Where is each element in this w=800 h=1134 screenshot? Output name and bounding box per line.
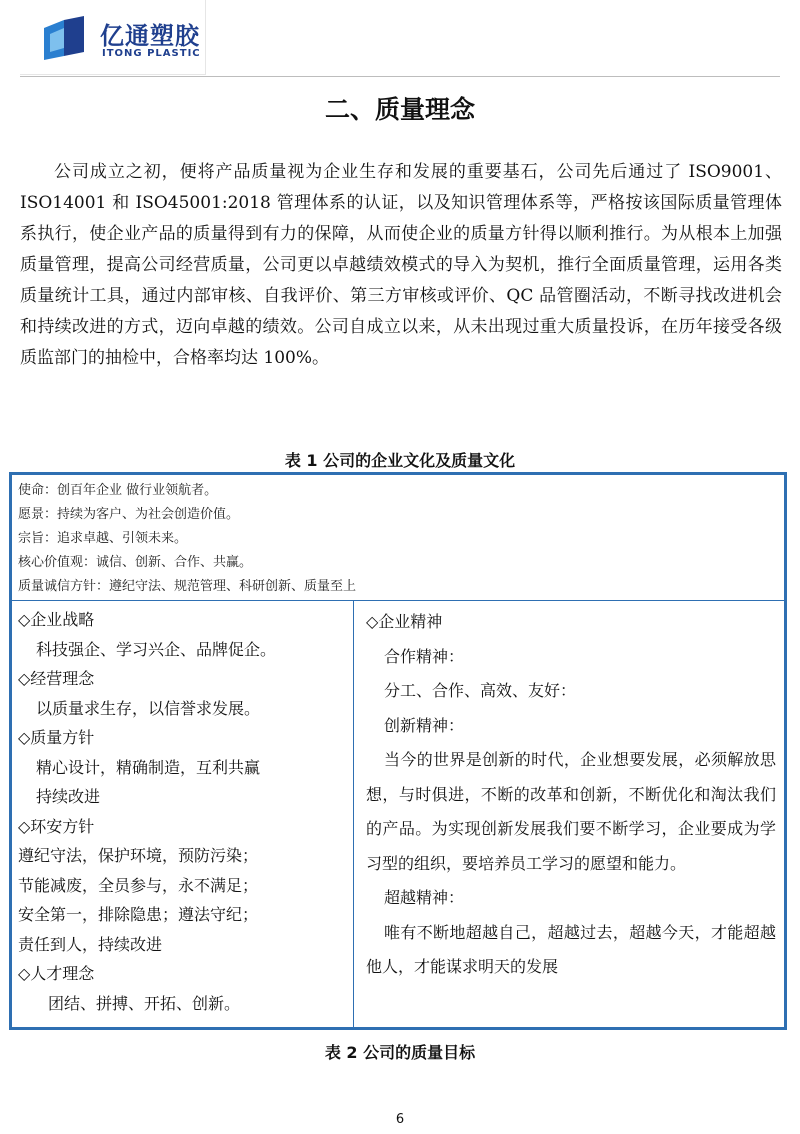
- exceed-label: 超越精神：: [384, 888, 465, 907]
- env-safety-heading: ◇环安方针: [18, 816, 95, 836]
- env-line-4: 责任到人，持续改进: [18, 934, 163, 954]
- exceed-text: 唯有不断地超越自己，超越过去，超越今天，才能超越他人，才能谋求明天的发展: [366, 922, 776, 976]
- business-text: 以质量求生存，以信誉求发展。: [36, 698, 261, 718]
- quality-policy-text-1: 精心设计，精确制造，互利共赢: [36, 757, 261, 777]
- talent-text: 团结、拼搏、开拓、创新。: [48, 993, 241, 1013]
- env-line-1: 遵纪守法，保护环境，预防污染；: [18, 846, 259, 865]
- innovation-text: 当今的世界是创新的时代，企业想要发展，必须解放思想，与时俱进，不断的改革和创新，不断优化和淘汰我们的产品。为实现创新发展我们要不断学习，企业要成为学习型的组织，要培养员工学习的愿望和能力。: [366, 750, 776, 873]
- cooperation-label: 合作精神：: [384, 646, 465, 666]
- header-logo-box: [20, 0, 206, 75]
- intro-paragraph: 公司成立之初，便将产品质量视为企业生存和发展的重要基石，公司先后通过了 ISO9001、ISO14001 和 ISO45001:2018 管理体系的认证，以及知识管理体系等，严格按该国际质量管理体系执行，使企业产品的质量得到有力的保障，从而使企业的质量方针得以顺利推行。为从根本上加强质量管理，提高公司经营质量，公司更以卓越绩效模式的导入为契机，推行全面质量管理，运用各类质量统计工具，通过内部审核、自我评价、第三方审核或评价、QC 品管圈活动，不断寻找改进机会和持续改进的方式，迈向卓越的绩效。公司自成立以来，从未出现过重大质量投诉，在历年接受各级质监部门的抽检中，合格率均达 100%。: [20, 162, 782, 368]
- purpose-line: 宗旨：追求卓越、引领未来。: [18, 531, 188, 546]
- talent-heading: ◇人才理念: [18, 964, 95, 983]
- culture-left-cell: [12, 601, 353, 1027]
- business-heading: ◇经营理念: [18, 669, 95, 688]
- strategy-heading: ◇企业战略: [18, 610, 95, 629]
- logo-english-name: ITONG PLASTIC: [102, 48, 201, 59]
- quality-policy-heading: ◇质量方针: [18, 728, 95, 747]
- env-line-3: 安全第一，排除隐患；遵法守纪；: [18, 905, 259, 924]
- cooperation-text: 分工、合作、高效、友好：: [384, 681, 577, 700]
- mission-line: 使命：创百年企业 做行业领航者。: [18, 483, 218, 498]
- quality-policy-text-2: 持续改进: [36, 787, 101, 806]
- page-number: 6: [395, 1112, 405, 1127]
- section-title: 二、质量理念: [324, 95, 475, 124]
- culture-right-cell: [354, 601, 784, 1027]
- logo-chinese-name: 亿通塑胶: [100, 22, 200, 50]
- folded-square-logo-icon: [40, 14, 88, 62]
- table1-caption: 表 1 公司的企业文化及质量文化: [284, 451, 516, 470]
- culture-table: [9, 472, 787, 1030]
- quality-integrity-line: 质量诚信方针：遵纪守法、规范管理、科研创新、质量至上: [18, 579, 357, 594]
- header-divider: [20, 76, 780, 77]
- innovation-label: 创新精神：: [384, 715, 465, 735]
- vision-line: 愿景：持续为客户、为社会创造价值。: [18, 507, 240, 522]
- spirit-heading: ◇企业精神: [366, 612, 443, 631]
- core-values-line: 核心价值观：诚信、创新、合作、共赢。: [18, 555, 253, 570]
- env-line-2: 节能减废，全员参与，永不满足；: [18, 875, 259, 895]
- strategy-text: 科技强企、学习兴企、品牌促企。: [36, 639, 277, 659]
- culture-summary-cell: [12, 475, 784, 601]
- table2-caption: 表 2 公司的质量目标: [324, 1043, 476, 1062]
